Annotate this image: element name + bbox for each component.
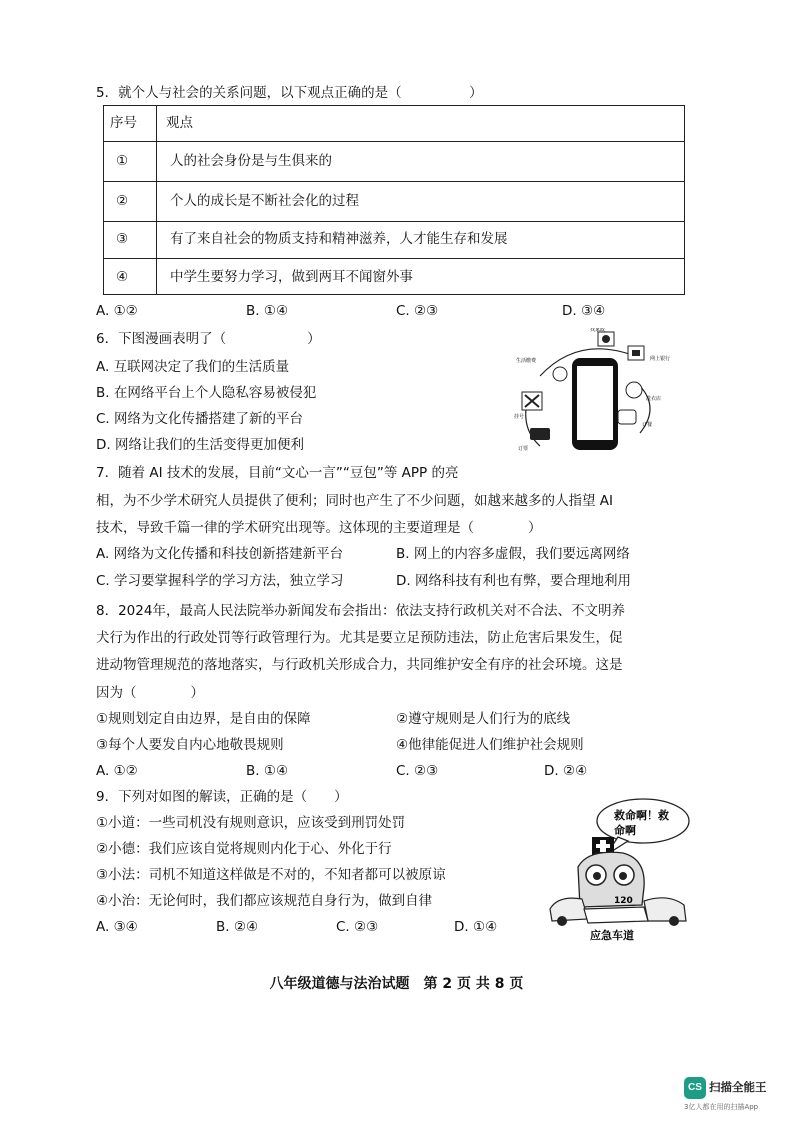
scanner-logo-icon: CS <box>684 1077 706 1099</box>
q8-option-d: D. ②④ <box>544 763 588 779</box>
q8-option-a: A. ①② <box>96 763 138 779</box>
q7-option-c: C. 学习要掌握科学的学习方法，独立学习 <box>96 573 344 589</box>
cartoon-label: 挂号 <box>514 414 525 420</box>
q8-statement: ③每个人要发自内心地敬畏规则 <box>96 737 284 753</box>
table-header-view: 观点 <box>166 115 193 131</box>
table-row-text: 中学生要努力学习，做到两耳不闻窗外事 <box>170 269 413 285</box>
q8-statement: ②遵守规则是人们行为的底线 <box>396 711 571 727</box>
table-row-index: ① <box>116 153 129 169</box>
q6-stem: 6．下图漫画表明了（ ） <box>96 331 321 347</box>
q5-option-b: B. ①④ <box>246 303 289 319</box>
ambulance-illustration <box>548 797 690 943</box>
q8-statement: ①规则划定自由边界，是自由的保障 <box>96 711 311 727</box>
ticket-icon <box>530 428 550 440</box>
cartoon-caption: 应急车道 <box>590 929 634 942</box>
q5-option-a: A. ①② <box>96 303 138 319</box>
q5-stem: 5．就个人与社会的关系问题，以下观点正确的是（ ） <box>96 85 483 101</box>
q7-stem-line: 7．随着 AI 技术的发展，目前“文心一言”“豆包”等 APP 的亮 <box>96 465 459 481</box>
table-header-index: 序号 <box>110 115 137 131</box>
table-divider <box>104 141 684 142</box>
q5-table <box>103 105 685 295</box>
cartoon-label: 订票 <box>518 446 529 452</box>
q6-option-a: A. 互联网决定了我们的生活质量 <box>96 359 290 375</box>
cartoon-label: 洗衣店 <box>646 396 662 402</box>
table-divider <box>104 221 684 222</box>
car-icon <box>644 898 686 921</box>
scanner-watermark <box>684 1077 790 1117</box>
q8-stem-line: 犬行为作出的行政处罚等行政管理行为。尤其是要立足预防违法，防止危害后果发生，促 <box>96 630 623 646</box>
q9-option-a: A. ③④ <box>96 919 138 935</box>
cartoon-label: 网上银行 <box>650 356 671 362</box>
q8-option-c: C. ②③ <box>396 763 439 779</box>
q8-stem-line: 因为（ ） <box>96 685 204 701</box>
q6-option-b: B. 在网络平台上个人隐私容易被侵犯 <box>96 385 317 401</box>
plate-text: 120 <box>614 896 633 906</box>
q9-statement: ②小德：我们应该自觉将规则内化于心、外化于行 <box>96 841 392 857</box>
q5-option-d: D. ③④ <box>562 303 606 319</box>
scanner-app-name: 扫描全能王 <box>709 1080 767 1094</box>
emergency-lane-cartoon <box>548 797 690 943</box>
laundry-icon <box>626 382 642 398</box>
q8-statement: ④他律能促进人们维护社会规则 <box>396 737 584 753</box>
internet-life-cartoon <box>510 328 680 456</box>
q8-stem-line: 进动物管理规范的落地落实，与行政机关形成合力，共同维护安全有序的社会环境。这是 <box>96 657 623 673</box>
q6-option-c: C. 网络为文化传播搭建了新的平台 <box>96 411 304 427</box>
q9-option-b: B. ②④ <box>216 919 259 935</box>
table-row-text: 人的社会身份是与生俱来的 <box>170 153 332 169</box>
q7-option-b: B. 网上的内容多虚假，我们要远离网络 <box>396 546 630 562</box>
q7-option-d: D. 网络科技有利也有弊，要合理地利用 <box>396 573 631 589</box>
speech-text: 命啊 <box>614 824 636 837</box>
cartoon-label: 订餐 <box>642 422 653 428</box>
table-row-text: 个人的成长是不断社会化的过程 <box>170 193 359 209</box>
speech-text: 救命啊！救 <box>614 809 669 822</box>
q8-stem-line: 8．2024年，最高人民法院举办新闻发布会指出：依法支持行政机关对不合法、不文明养 <box>96 603 625 619</box>
q7-option-a: A. 网络为文化传播和科技创新搭建新平台 <box>96 546 344 562</box>
table-row-index: ④ <box>116 269 129 285</box>
payment-icon <box>553 367 567 381</box>
q7-stem-line: 技术，导致千篇一律的学术研究出现等。这体现的主要道理是（ ） <box>96 520 542 536</box>
q9-stem: 9．下列对如图的解读，正确的是（ ） <box>96 789 348 805</box>
q9-option-c: C. ②③ <box>336 919 379 935</box>
table-row-index: ③ <box>116 231 129 247</box>
table-row-text: 有了来自社会的物质支持和精神滋养，人才能生存和发展 <box>170 231 508 247</box>
page-footer: 八年级道德与法治试题 第 2 页 共 8 页 <box>269 976 524 992</box>
phone-services-illustration <box>510 328 680 456</box>
q7-stem-line: 相，为不少学术研究人员提供了便利；同时也产生了不少问题，如越来越多的人指望 AI <box>96 493 614 509</box>
q9-statement: ①小道：一些司机没有规则意识，应该受到刑罚处罚 <box>96 815 406 831</box>
table-divider <box>104 258 684 259</box>
q5-option-c: C. ②③ <box>396 303 439 319</box>
table-divider <box>156 106 157 294</box>
cartoon-label: 生活缴费 <box>516 358 537 364</box>
table-row-index: ② <box>116 193 129 209</box>
scanner-tagline: 3亿人都在用的扫描App <box>684 1103 759 1111</box>
table-divider <box>104 181 684 182</box>
q9-statement: ④小治：无论何时，我们都应该规范自身行为，做到自律 <box>96 893 433 909</box>
q9-option-d: D. ①④ <box>454 919 498 935</box>
car-icon <box>550 898 588 921</box>
q6-option-d: D. 网络让我们的生活变得更加便利 <box>96 437 304 453</box>
car-icon <box>584 907 648 923</box>
q9-statement: ③小法：司机不知道这样做是不对的，不知者都可以被原谅 <box>96 867 446 883</box>
cartoon-label: 找家政 <box>590 328 606 333</box>
q8-option-b: B. ①④ <box>246 763 289 779</box>
food-icon <box>618 410 636 424</box>
